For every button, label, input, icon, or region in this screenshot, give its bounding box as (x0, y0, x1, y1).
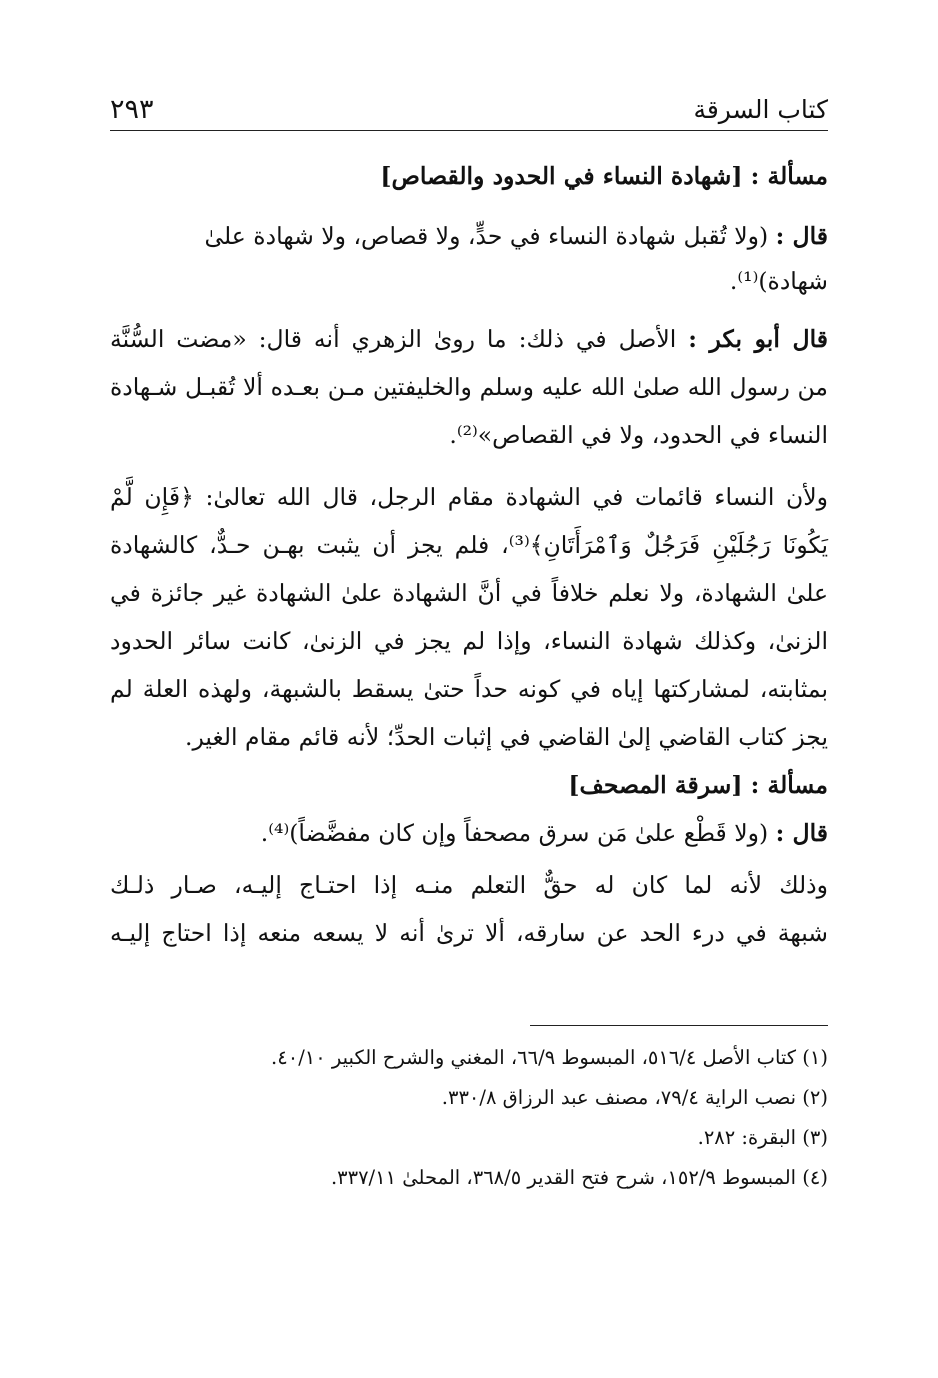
footnote-4: (٤) المبسوط ١٥٢/٩، شرح فتح القدير ٣٦٨/٥، المحلىٰ ٣٣٧/١١. (330, 1166, 828, 1189)
qal-line-2: شهادة)⁽¹⁾. (729, 267, 828, 295)
argument-line-1: ولأن النساء قائمات في الشهادة مقام الرجل، قال الله تعالىٰ: ﴿فَإِن لَّمْ (110, 483, 828, 511)
argument-line-3: علىٰ الشهادة، ولا نعلم خلافاً في أنَّ الشهادة علىٰ الشهادة غير جائزة في (110, 579, 828, 607)
abubakr-line-1 (110, 315, 828, 363)
running-title: كتاب السرقة (693, 94, 828, 124)
footnote-3: (٣) البقرة: ٢٨٢. (697, 1126, 828, 1149)
argument-paragraph (110, 473, 828, 761)
abubakr-line-3: النساء في الحدود، ولا في القصاص»⁽²⁾. (449, 421, 828, 449)
qal-label: قال : (775, 222, 828, 250)
abubakr-line-2: من رسول الله صلىٰ الله عليه وسلم والخليفتين مـن بعـده ألا تُقبـل شـهادة (110, 373, 828, 401)
qal-paragraph-2 (110, 809, 828, 857)
closing-line-1: وذلك لأنه لما كان له حقٌّ التعلم منـه إذا احتـاج إليـه، صـار ذلـك (110, 871, 828, 899)
footnote-1: (١) كتاب الأصل ٥١٦/٤، المبسوط ٦٦/٩، المغني والشرح الكبير ٤٠/١٠. (271, 1046, 828, 1069)
qal-line-1: (ولا تُقبل شهادة النساء في حدٍّ، ولا قصاص، ولا شهادة علىٰ (204, 222, 769, 250)
qal-label-2: قال : (775, 819, 828, 847)
argument-line-4: الزنىٰ، وكذلك شهادة النساء، وإذا لم يجز في الزنىٰ، كانت سائر الحدود (110, 627, 828, 655)
argument-line-2: يَكُونَا رَجُلَيْنِ فَرَجُلٌ وَٱمْرَأَتَانِ﴾⁽³⁾، فلم يجز أن يثبت بهـن حـدٌّ، كالشهادة (110, 531, 828, 559)
footnotes (110, 1038, 828, 1198)
abubakr-label: قال أبو بكر : (688, 325, 828, 353)
qal-text-2: (ولا قَطْع علىٰ مَن سرق مصحفاً وإن كان مفضَّضاً)⁽⁴⁾. (260, 819, 769, 847)
page-header (110, 88, 828, 131)
argument-line-6: يجز كتاب القاضي إلىٰ القاضي في إثبات الحدِّ؛ لأنه قائم مقام الغير. (184, 723, 828, 751)
closing-line-2: شبهة في درء الحد عن سارقه، ألا ترىٰ أنه لا يسعه منعه إذا احتاج إليـه (110, 919, 828, 947)
abubakr-text-1: الأصل في ذلك: ما روىٰ الزهري أنه قال: «مضت السُّنَّة (110, 325, 677, 353)
footnote-2: (٢) نصب الراية ٧٩/٤، مصنف عبد الرزاق ٣٣٠/٨. (441, 1086, 828, 1109)
section-heading-2: مسألة : [سرقة المصحف] (568, 771, 828, 799)
section-heading-1: مسألة : [شهادة النساء في الحدود والقصاص] (380, 162, 828, 190)
page-body (110, 152, 828, 957)
page-number: ٢٩٣ (110, 93, 154, 125)
qal-paragraph-1 (110, 212, 828, 260)
footnote-divider (530, 1025, 828, 1026)
argument-line-5: بمثابته، لمشاركتها إياه في كونه حداً حتىٰ يسقط بالشبهة، ولهذه العلة لم (110, 675, 828, 703)
